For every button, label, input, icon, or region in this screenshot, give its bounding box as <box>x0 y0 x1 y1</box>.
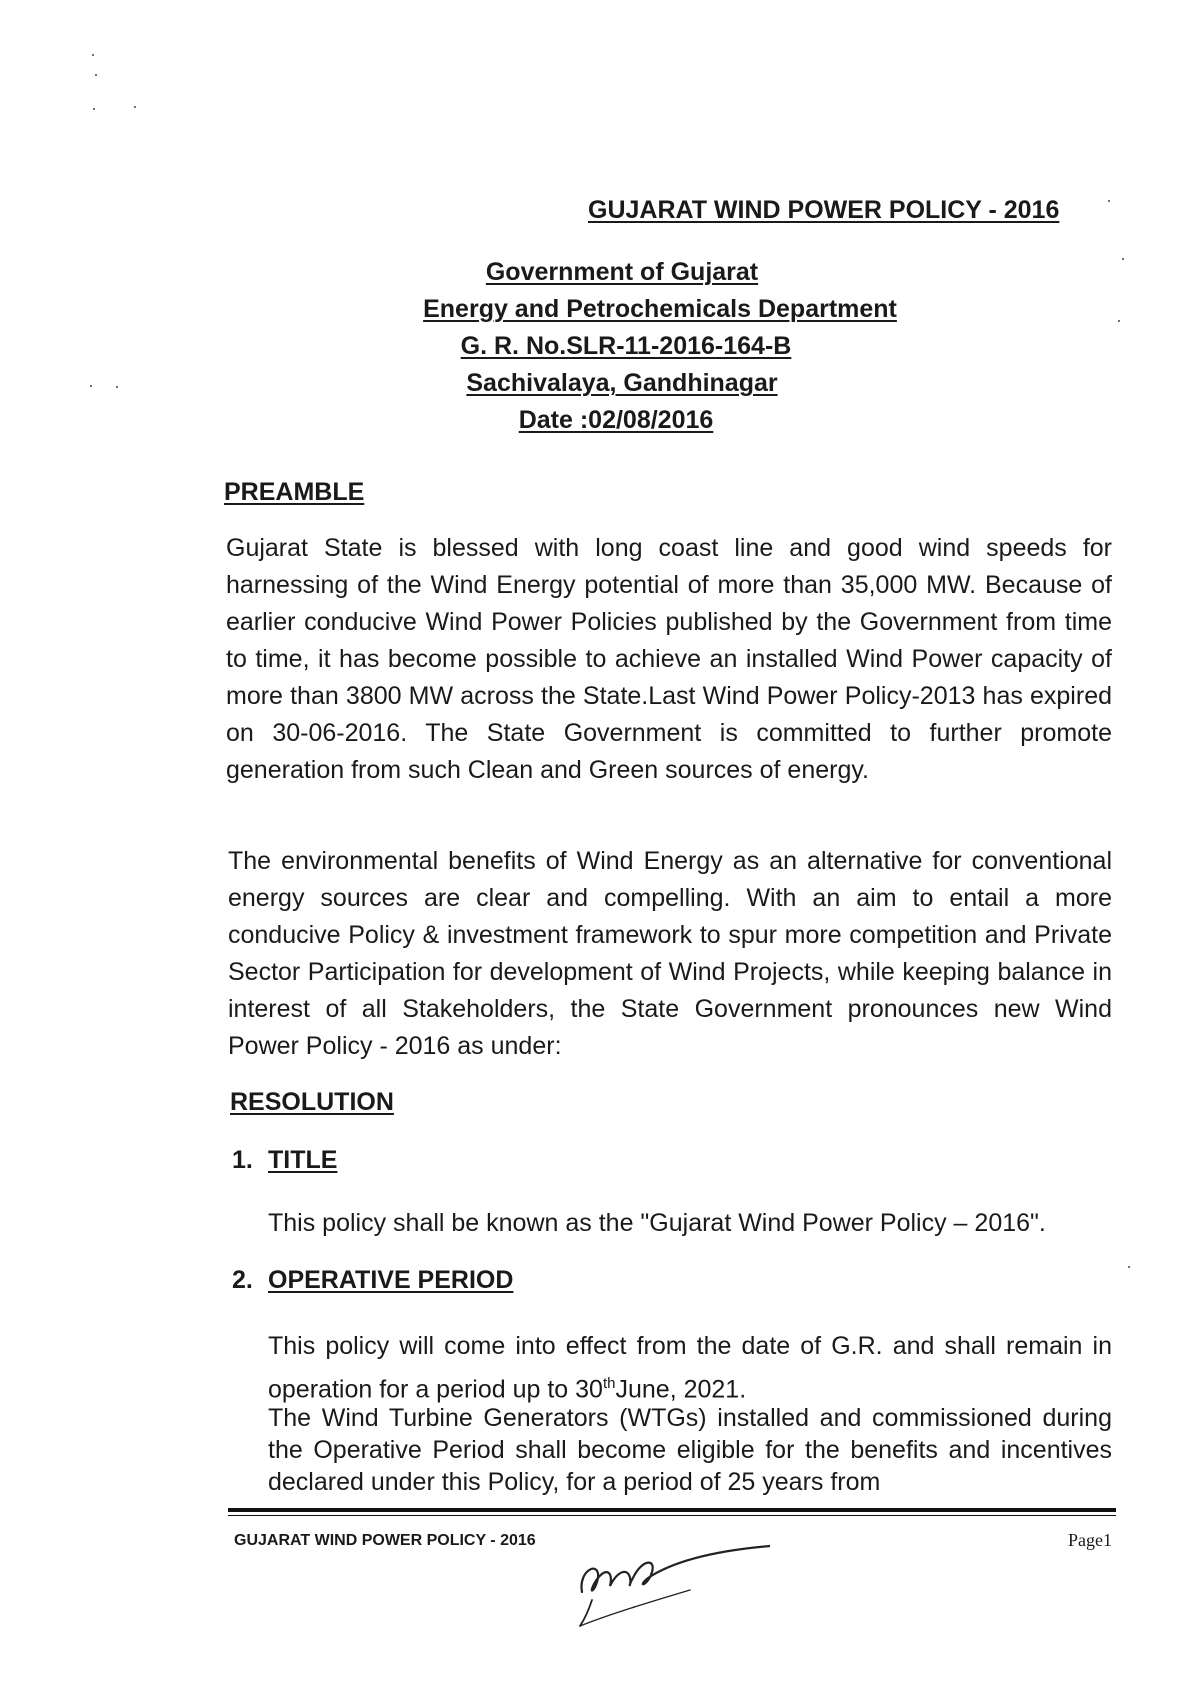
title-section-text: This policy shall be known as the "Gujarat Wind Power Policy – 2016". <box>268 1209 1046 1237</box>
operative-period-text-2: The Wind Turbine Generators (WTGs) installed and commissioned during the Operative Period shall become eligible for the benefits and incentives declared under this Policy, for a period of 25 years from <box>268 1404 1112 1496</box>
section-operative-period-heading <box>232 1266 513 1295</box>
operative-period-text-1-after: June, 2021. <box>615 1375 747 1404</box>
scan-speck <box>1118 320 1120 322</box>
scan-speck <box>116 386 118 388</box>
footer-rule-thick <box>228 1508 1116 1512</box>
section-heading-text: TITLE <box>268 1146 338 1174</box>
page-number: 1 <box>1103 1530 1112 1550</box>
ordinal-suffix: th <box>602 1375 616 1392</box>
section-title-heading <box>232 1146 337 1175</box>
gr-number: G. R. No.SLR-11-2016-164-B <box>460 332 792 360</box>
resolution-heading: RESOLUTION <box>230 1088 394 1116</box>
footer-document-title: GUJARAT WIND POWER POLICY - 2016 <box>234 1532 536 1549</box>
scan-speck <box>1108 200 1110 202</box>
scan-speck <box>95 74 97 76</box>
section-number: 2. <box>232 1266 253 1294</box>
preamble-paragraph-2: The environmental benefits of Wind Energy as an alternative for conventional energy sources are clear and compelling. With an aim to entail a more conducive Policy & investment framework to spur more competition and Private Sector Participation for development of Wind Projects, while keeping balance in interest of all Stakeholders, the State Government pronounces new Wind Power Policy - 2016 as under: <box>228 847 1112 1060</box>
preamble-heading: PREAMBLE <box>224 478 365 506</box>
operative-period-text-1-before: This policy will come into effect from the date of G.R. and shall remain in operation for a period up to 30 <box>268 1332 1112 1404</box>
scan-speck <box>1128 1266 1130 1268</box>
preamble-paragraph-1: Gujarat State is blessed with long coast line and good wind speeds for harnessing of the Wind Energy potential of more than 35,000 MW. Because of earlier conducive Wind Power Policies published by the Government from time to time, it has become possible to achieve an installed Wind Power capacity of more than 3800 MW across the State.Last Wind Power Policy-2013 has expired on 30-06-2016. The State Government is committed to further promote generation from such Clean and Green sources of energy. <box>226 534 1112 784</box>
document-title: GUJARAT WIND POWER POLICY - 2016 <box>588 196 1060 224</box>
page-label: Page <box>1068 1530 1103 1550</box>
scan-speck <box>92 54 94 56</box>
footer-page-number <box>1068 1530 1112 1551</box>
scan-speck <box>93 108 95 110</box>
issue-place: Sachivalaya, Gandhinagar <box>466 369 778 397</box>
operative-period-text-1 <box>268 1328 1112 1408</box>
issue-date: Date :02/08/2016 <box>518 406 714 434</box>
department-name: Energy and Petrochemicals Department <box>423 295 897 323</box>
handwritten-signature <box>570 1530 770 1630</box>
section-heading-text: OPERATIVE PERIOD <box>268 1266 514 1294</box>
scan-speck <box>90 385 92 387</box>
footer-rule-thin <box>228 1515 1116 1516</box>
section-number: 1. <box>232 1146 253 1174</box>
header-block <box>380 254 960 439</box>
scan-speck <box>134 106 136 108</box>
government-name: Government of Gujarat <box>485 258 759 286</box>
scan-speck <box>1122 258 1124 260</box>
